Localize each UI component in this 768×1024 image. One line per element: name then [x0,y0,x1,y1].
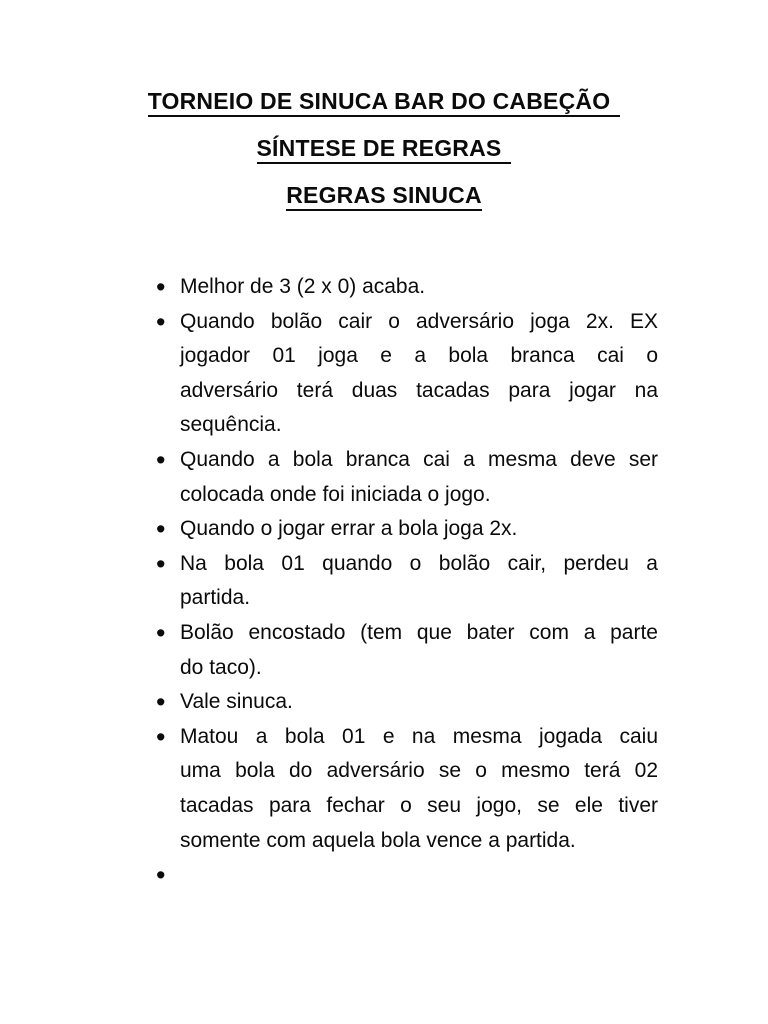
bullet-icon: • [156,548,166,579]
rule-line: adversário terá duas tacadas para jogar na [180,378,658,402]
rule-line: colocada onde foi iniciada o jogo. [180,482,491,506]
list-item-content [180,443,658,512]
rule-line: somente com aquela bola vence a partida. [180,828,576,852]
bullet-icon: • [156,721,166,752]
list-item [156,685,658,720]
rules-list [156,270,658,893]
rule-line: tacadas para fechar o seu jogo, se ele tiver [180,793,658,817]
rule-line: Quando o jogar errar a bola joga 2x. [180,517,518,541]
bullet-icon: • [156,444,166,475]
list-item-content [180,616,658,685]
list-item-content [180,512,658,547]
rule-line: Quando bolão cair o adversário joga 2x. EX [180,309,658,333]
bullet-icon: • [156,860,166,891]
doc-section-title-text: REGRAS SINUCA [286,182,482,211]
rule-line: partida. [180,586,251,610]
list-item [156,858,658,893]
rule-line: Bolão encostado (tem que bater com a parte [180,620,658,644]
list-item [156,305,658,443]
bullet-icon: • [156,306,166,337]
rule-line: sequência. [180,413,282,437]
doc-section-title [0,172,768,219]
list-item [156,720,658,858]
rule-line: Matou a bola 01 e na mesma jogada caiu [180,724,658,748]
list-item [156,512,658,547]
list-item [156,547,658,616]
doc-title-text: TORNEIO DE SINUCA BAR DO CABEÇÃO [148,88,621,117]
doc-subtitle [0,125,768,172]
document-headers [0,0,768,219]
rule-line: jogador 01 joga e a bola branca cai o [180,344,658,368]
list-item-content [180,305,658,443]
doc-title [0,78,768,125]
list-item-content [180,547,658,616]
rule-line: Quando a bola branca cai a mesma deve ser [180,447,658,471]
list-item-content [180,270,658,305]
list-item-content [180,685,658,720]
bullet-icon: • [156,687,166,718]
rule-line: Vale sinuca. [180,690,293,714]
list-item [156,270,658,305]
list-item-content [180,720,658,858]
list-item [156,616,658,685]
bullet-icon: • [156,514,166,545]
bullet-icon: • [156,272,166,302]
rule-line: uma bola do adversário se o mesmo terá 02 [180,759,658,783]
rule-line: Na bola 01 quando o bolão cair, perdeu a [180,551,658,575]
rule-line: Melhor de 3 (2 x 0) acaba. [180,275,426,298]
doc-subtitle-text: SÍNTESE DE REGRAS [257,135,512,164]
list-item-content [180,858,658,893]
list-item [156,443,658,512]
bullet-icon: • [156,617,166,648]
rule-line: do taco). [180,655,262,679]
